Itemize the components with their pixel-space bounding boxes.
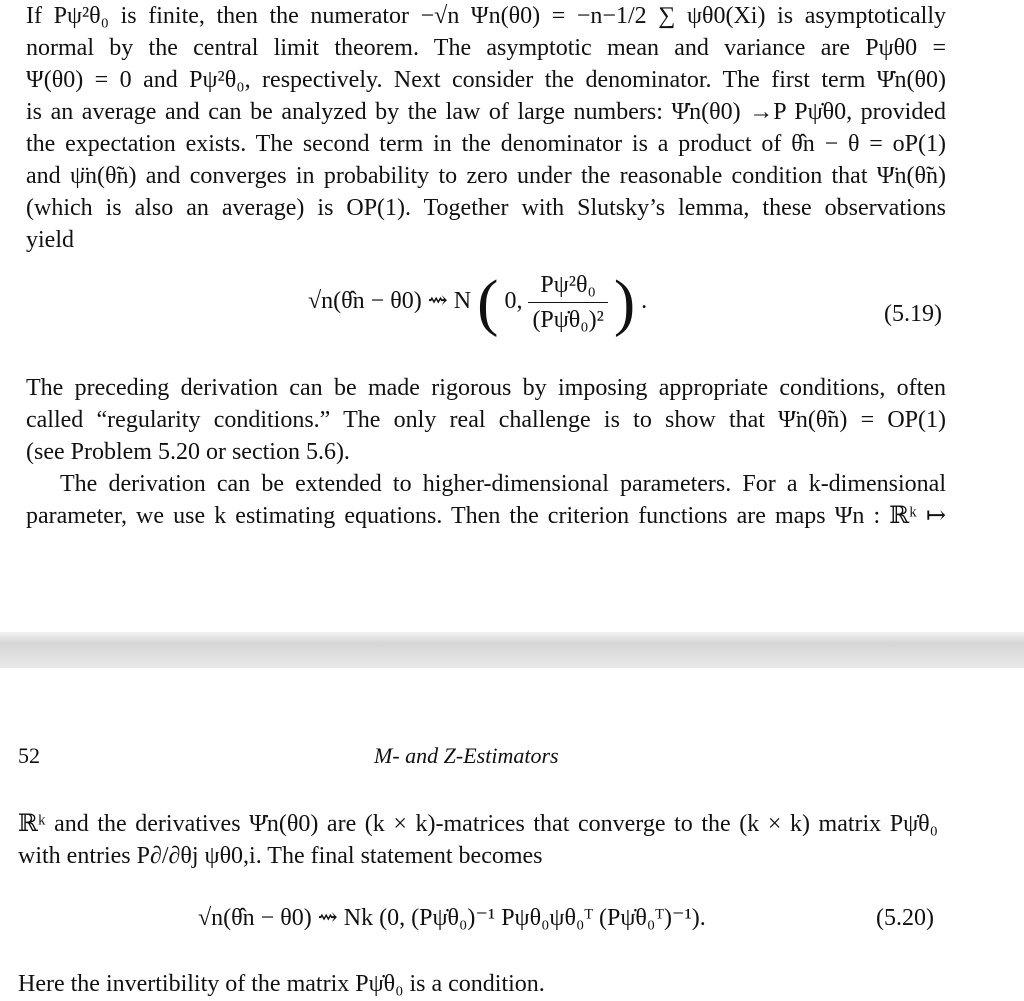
text-line: (see Problem 5.20 or section 5.6). <box>26 439 350 465</box>
paragraph-3 <box>26 468 946 532</box>
text-line: is an average and can be analyzed by the law of large numbers: Ψ̇n(θ0) →P Pψ̇θ0, provided <box>26 99 946 125</box>
paragraph-1 <box>26 0 946 256</box>
equation-number-5-19: (5.19) <box>884 301 942 327</box>
fraction-denominator: (Pψ̇θ₀)² <box>532 307 604 333</box>
page-number: 52 <box>18 743 40 768</box>
page-bottom <box>0 668 1024 1001</box>
text-line: Here the invertibility of the matrix Pψ̇θ₀ is a condition. <box>18 971 545 997</box>
text-line: the expectation exists. The second term in the denominator is a product of θ̂n − θ = oP(1) <box>26 131 946 157</box>
equation-lhs: √n(θ̂n − θ0) ⇝ N <box>308 288 472 315</box>
text-line: normal by the central limit theorem. The asymptotic mean and variance are Pψθ0 = <box>26 35 946 61</box>
running-head: M- and Z-Estimators <box>374 743 559 768</box>
text-line: with entries P∂/∂θj ψθ0,i. The final statement becomes <box>18 843 543 869</box>
text-line: If Pψ²θ₀ is finite, then the numerator −√n Ψn(θ0) = −n−1/2 ∑ ψθ0(Xi) is asymptotically <box>26 3 946 29</box>
page-separator <box>0 632 1024 668</box>
text-line: called “regularity conditions.” The only real challenge is to show that Ψ̈n(θ̃n) = OP(1) <box>26 407 946 433</box>
text-line: The preceding derivation can be made rigorous by imposing appropriate conditions, often <box>26 375 946 401</box>
text-line: and ψ̈n(θ̃n) and converges in probability to zero under the reasonable condition that Ψ̈n(θ̃n) <box>26 163 946 189</box>
text-line: parameter, we use k estimating equations. Then the criterion functions are maps Ψn : ℝᵏ ↦ <box>26 503 946 529</box>
text-line: (which is also an average) is OP(1). Together with Slutsky’s lemma, these observations <box>26 195 946 221</box>
equation-fraction <box>528 268 607 337</box>
text-line: yield <box>26 227 74 253</box>
text-line: ℝᵏ and the derivatives Ψ̇n(θ0) are (k × k)-matrices that converge to the (k × k) matrix Pψ̇θ₀ <box>18 811 938 837</box>
paragraph-4 <box>18 808 938 872</box>
equation-number-5-20: (5.20) <box>876 905 934 931</box>
equation-5-19 <box>308 268 647 337</box>
closing-line <box>18 968 938 1000</box>
fraction-numerator: Pψ²θ₀ <box>528 268 607 303</box>
paragraph-2 <box>26 372 946 468</box>
text-line: Ψ(θ0) = 0 and Pψ²θ₀, respectively. Next consider the denominator. The first term Ψ̇n(θ0) <box>26 67 946 93</box>
equation-5-20: √n(θ̂n − θ0) ⇝ Nk (0, (Pψ̇θ₀)⁻¹ Pψθ₀ψθ₀ᵀ (Pψ̇θ₀ᵀ)⁻¹). <box>198 905 706 931</box>
open-paren: ( <box>477 266 499 338</box>
close-paren: ) <box>613 266 636 338</box>
text-line: The derivation can be extended to higher-dimensional parameters. For a k-dimensional <box>60 471 946 497</box>
equation-trailing: . <box>641 288 648 315</box>
equation-zero: 0, <box>504 288 523 315</box>
